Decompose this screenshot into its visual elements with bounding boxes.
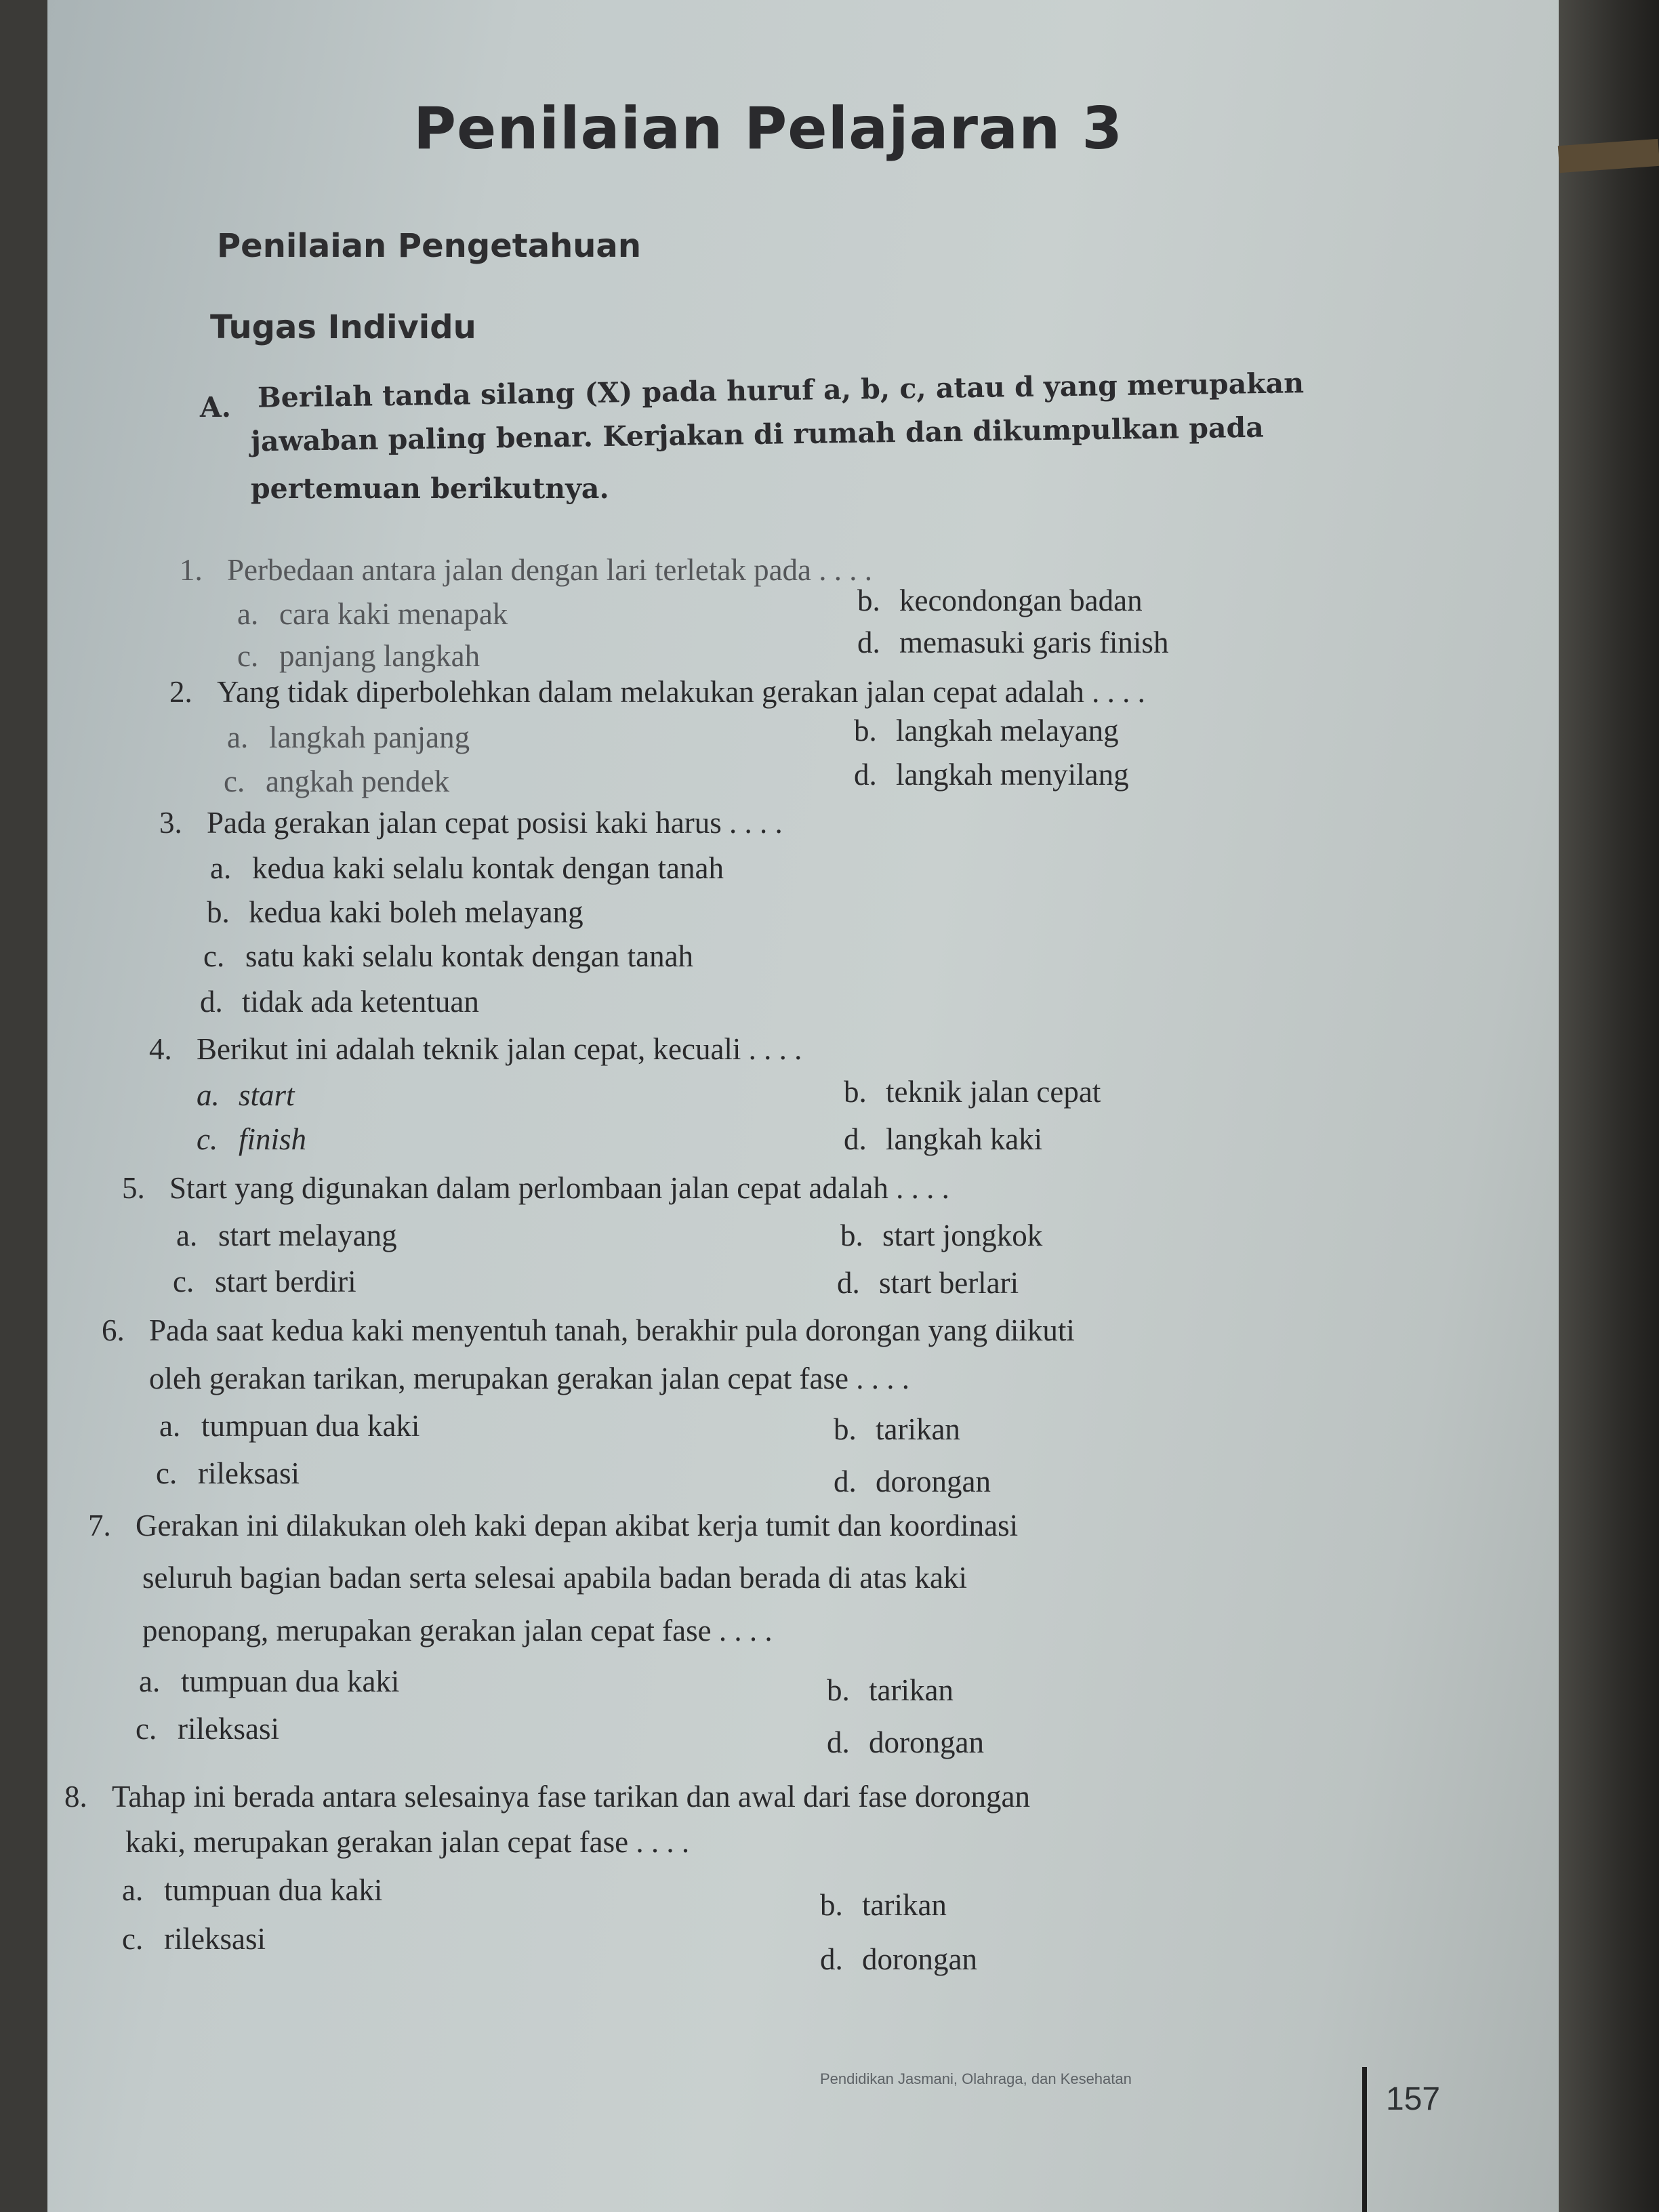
option-letter: b. [854,714,877,747]
option-text: tumpuan dua kaki [164,1873,383,1907]
footer-divider [1362,2067,1367,2212]
option-text: start jongkok [882,1218,1043,1252]
option-letter: a. [176,1218,198,1252]
option-text: tumpuan dua kaki [181,1664,400,1698]
book-edge [1559,0,1659,2212]
option-letter: d. [834,1465,857,1498]
option-text: start berlari [879,1266,1019,1300]
option-1a[interactable] [237,596,508,632]
option-text: angkah pendek [266,764,450,798]
option-text: start berdiri [215,1265,356,1298]
option-letter: d. [844,1122,867,1156]
option-letter: a. [139,1664,161,1698]
option-text: tumpuan dua kaki [201,1409,420,1443]
option-text: langkah kaki [886,1122,1043,1156]
option-text: dorongan [876,1465,991,1498]
option-text: rileksasi [198,1456,300,1490]
option-8c[interactable] [122,1921,266,1957]
question-number: 4. [149,1032,172,1066]
book-page [47,0,1565,2212]
option-text: rileksasi [164,1922,266,1956]
option-letter: a. [197,1078,220,1112]
option-letter: d. [837,1266,860,1300]
question-2 [169,674,1145,710]
option-8a[interactable] [122,1872,382,1908]
option-1b[interactable] [857,583,1143,618]
question-number: 7. [88,1509,111,1542]
question-text: Pada gerakan jalan cepat posisi kaki harus . . . . [207,806,783,840]
option-text: satu kaki selalu kontak dengan tanah [245,939,694,973]
question-number: 8. [64,1780,87,1814]
option-letter: a. [227,720,249,754]
option-3b[interactable] [207,895,583,930]
option-text: kecondongan badan [899,583,1143,617]
question-text: Berikut ini adalah teknik jalan cepat, kecuali . . . . [197,1032,802,1066]
option-letter: a. [159,1409,181,1443]
option-text: langkah melayang [896,714,1119,747]
option-2c[interactable] [224,764,449,799]
option-6b[interactable] [834,1412,960,1447]
question-text: Perbedaan antara jalan dengan lari terletak pada . . . . [227,553,873,587]
option-5d[interactable] [837,1265,1019,1300]
option-letter: c. [203,939,225,973]
option-letter: d. [857,626,880,659]
option-letter: c. [197,1122,218,1156]
instruction-line-1: Berilah tanda silang (X) pada huruf a, b, c, atau d yang merupakan [257,367,1305,414]
option-letter: b. [857,583,880,617]
option-3a[interactable] [210,851,724,886]
question-7-line-2: seluruh bagian badan serta selesai apabila badan berada di atas kaki [142,1561,967,1595]
page-title: Penilaian Pelajaran 3 [413,95,1124,163]
option-letter: d. [827,1725,850,1759]
option-4d[interactable] [844,1122,1042,1157]
option-letter: b. [820,1888,843,1922]
question-number: 6. [102,1313,125,1347]
question-number: 1. [180,553,203,587]
option-letter: b. [834,1412,857,1446]
option-letter: c. [237,639,259,673]
option-letter: a. [122,1873,144,1907]
option-3c[interactable] [203,939,693,974]
question-7-line-3: penopang, merupakan gerakan jalan cepat fase . . . . [142,1614,773,1647]
question-8-line-2: kaki, merupakan gerakan jalan cepat fase . . . . [125,1825,690,1859]
question-text-line-1: Tahap ini berada antara selesainya fase tarikan dan awal dari fase dorongan [112,1780,1030,1814]
option-letter: b. [207,895,230,929]
option-letter: c. [156,1456,178,1490]
question-text: Start yang digunakan dalam perlombaan jalan cepat adalah . . . . [169,1171,949,1205]
question-text: Yang tidak diperbolehkan dalam melakukan gerakan jalan cepat adalah . . . . [217,675,1145,709]
option-text: rileksasi [178,1712,279,1746]
page-number: 157 [1386,2081,1441,2117]
question-6-line-2: oleh gerakan tarikan, merupakan gerakan jalan cepat fase . . . . [149,1361,909,1395]
option-text: tarikan [862,1888,947,1922]
option-8d[interactable] [820,1942,977,1977]
option-text: dorongan [869,1725,984,1759]
option-2a[interactable] [227,720,470,755]
task-heading: Tugas Individu [210,308,476,346]
option-text: kedua kaki selalu kontak dengan tanah [252,851,724,885]
option-letter: b. [827,1673,850,1707]
question-number: 3. [159,806,182,840]
option-4b[interactable] [844,1074,1101,1109]
option-text: langkah panjang [269,720,470,754]
option-7a[interactable] [139,1664,399,1699]
footer-book-title: Pendidikan Jasmani, Olahraga, dan Kesehatan [820,2070,1132,2087]
option-8b[interactable] [820,1887,947,1923]
option-6a[interactable] [159,1408,419,1443]
option-text: langkah menyilang [896,758,1129,792]
instruction-line-2: jawaban paling benar. Kerjakan di rumah dan dikumpulkan pada [250,411,1265,458]
option-letter: c. [173,1265,194,1298]
option-letter: c. [122,1922,144,1956]
option-text: memasuki garis finish [899,626,1169,659]
option-5b[interactable] [840,1218,1042,1253]
instruction-label: A. [200,391,232,424]
option-letter: a. [210,851,232,885]
option-text: kedua kaki boleh melayang [249,895,583,929]
option-6c[interactable] [156,1456,300,1491]
option-1c[interactable] [237,638,480,674]
question-3 [159,805,783,840]
option-5c[interactable] [173,1264,356,1299]
option-text: tidak ada ketentuan [242,985,479,1019]
question-number: 5. [122,1171,145,1205]
option-text: start melayang [218,1218,397,1252]
question-5 [122,1170,949,1206]
question-6 [102,1313,1075,1348]
option-6d[interactable] [834,1464,991,1499]
option-letter: c. [136,1712,157,1746]
option-7b[interactable] [827,1673,954,1708]
option-letter: b. [840,1218,863,1252]
option-text: tarikan [869,1673,954,1707]
option-letter: a. [237,597,259,631]
option-5a[interactable] [176,1218,397,1253]
option-text: dorongan [862,1942,977,1976]
option-letter: d. [854,758,877,792]
option-text: start [239,1078,295,1112]
option-text: teknik jalan cepat [886,1075,1101,1109]
option-text: finish [239,1122,307,1156]
option-letter: c. [224,764,245,798]
question-text-line-1: Pada saat kedua kaki menyentuh tanah, berakhir pula dorongan yang diikuti [149,1313,1075,1347]
option-4c[interactable] [197,1122,306,1157]
question-text-line-1: Gerakan ini dilakukan oleh kaki depan akibat kerja tumit dan koordinasi [136,1509,1019,1542]
option-7c[interactable] [136,1711,279,1746]
option-letter: d. [200,985,223,1019]
question-number: 2. [169,675,192,709]
option-letter: d. [820,1942,843,1976]
question-1 [180,552,872,588]
question-7 [88,1508,1018,1543]
question-8 [64,1779,1030,1814]
option-2b[interactable] [854,713,1119,748]
option-3d[interactable] [200,984,479,1019]
option-2d[interactable] [854,757,1129,792]
instruction-line-3: pertemuan berikutnya. [251,472,609,505]
option-text: panjang langkah [279,639,480,673]
section-heading: Penilaian Pengetahuan [217,227,641,265]
option-4a[interactable] [197,1078,295,1113]
option-text: tarikan [876,1412,960,1446]
option-7d[interactable] [827,1725,984,1760]
option-1d[interactable] [857,625,1168,660]
option-text: cara kaki menapak [279,597,508,631]
question-4 [149,1031,802,1067]
option-letter: b. [844,1075,867,1109]
